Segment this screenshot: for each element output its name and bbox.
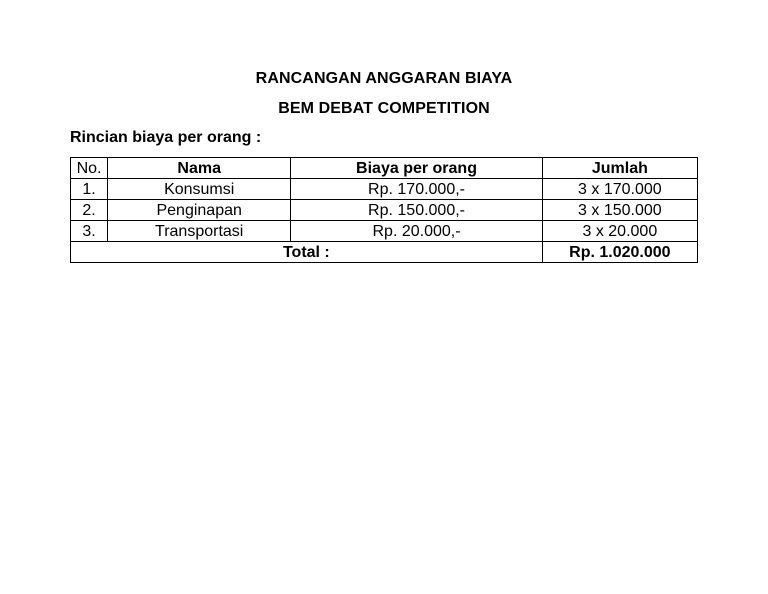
document-subtitle: BEM DEBAT COMPETITION xyxy=(278,100,490,117)
table-total-row xyxy=(71,242,698,263)
cell-no: 2. xyxy=(71,200,108,221)
cell-nama: Transportasi xyxy=(108,221,291,242)
table-row xyxy=(71,179,698,200)
budget-table xyxy=(70,157,698,263)
header-biaya: Biaya per orang xyxy=(291,158,542,179)
cell-nama: Konsumsi xyxy=(108,179,291,200)
header-no: No. xyxy=(71,158,108,179)
cell-biaya: Rp. 20.000,- xyxy=(291,221,542,242)
cell-biaya: Rp. 150.000,- xyxy=(291,200,542,221)
table-row xyxy=(71,221,698,242)
total-value: Rp. 1.020.000 xyxy=(542,242,697,263)
cell-jumlah: 3 x 20.000 xyxy=(542,221,697,242)
table-header-row xyxy=(71,158,698,179)
header-jumlah: Jumlah xyxy=(542,158,697,179)
document-title: RANCANGAN ANGGARAN BIAYA xyxy=(255,70,513,87)
table-row xyxy=(71,200,698,221)
section-label: Rincian biaya per orang : xyxy=(70,129,262,146)
cell-jumlah: 3 x 150.000 xyxy=(542,200,697,221)
cell-jumlah: 3 x 170.000 xyxy=(542,179,697,200)
header-nama: Nama xyxy=(108,158,291,179)
cell-nama: Penginapan xyxy=(108,200,291,221)
cell-no: 3. xyxy=(71,221,108,242)
cell-no: 1. xyxy=(71,179,108,200)
cell-biaya: Rp. 170.000,- xyxy=(291,179,542,200)
total-label: Total : xyxy=(71,242,543,263)
